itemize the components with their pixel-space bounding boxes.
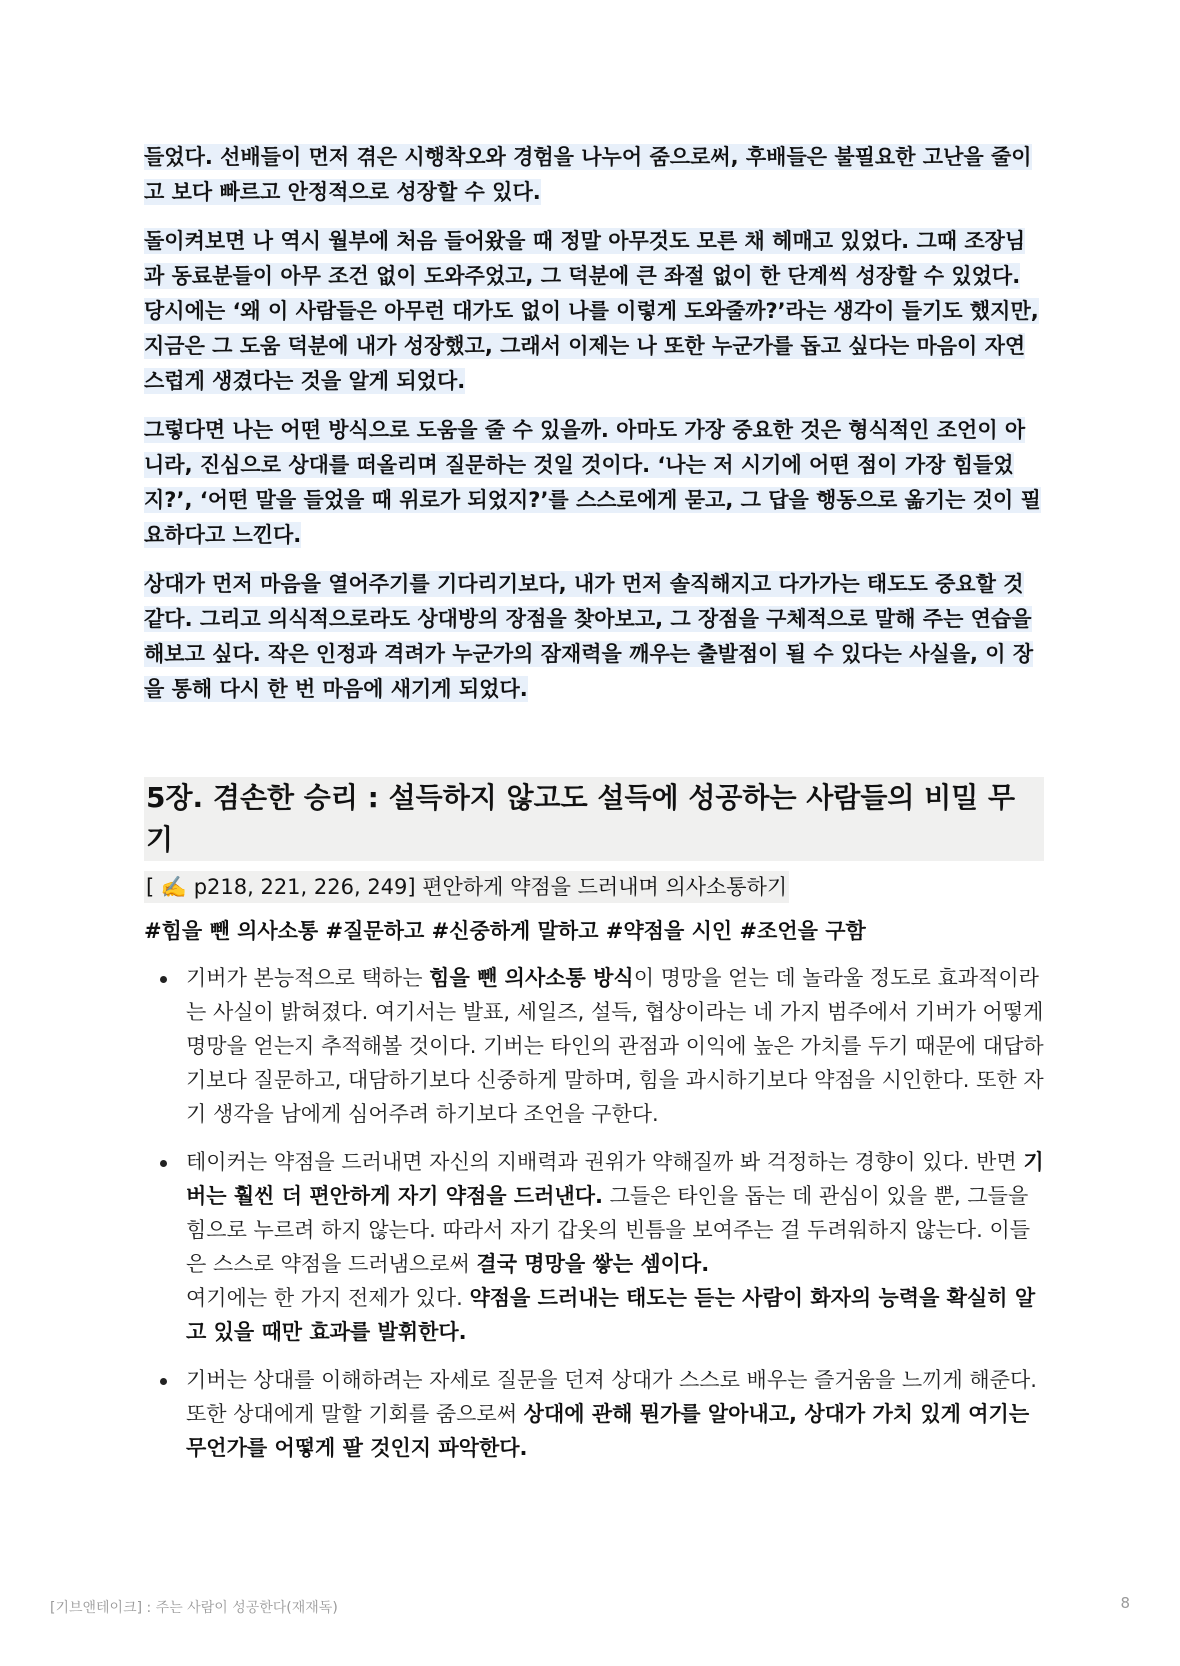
highlighted-paragraph	[144, 224, 1044, 399]
chapter-section	[144, 777, 1044, 1465]
text-run: 기버가 본능적으로 택하는	[186, 966, 430, 990]
text-run: 여기에는 한 가지 전제가 있다.	[186, 1286, 470, 1310]
highlighted-paragraph	[144, 413, 1044, 553]
list-item	[186, 961, 1044, 1131]
paragraph-text: 돌이켜보면 나 역시 월부에 처음 들어왔을 때 정말 아무것도 모른 채 헤매고 있었다. 그때 조장님과 동료분들이 아무 조건 없이 도와주었고, 그 덕분에 큰 좌절 없이 한 단계씩 성장할 수 있었다. 당시에는 ‘왜 이 사람들은 아무런 대가도 없이 나를 이렇게 도와줄까?’라는 생각이 들기도 했지만, 지금은 그 도움 덕분에 내가 성장했고, 그래서 이제는 나 또한 누군가를 돕고 싶다는 마음이 자연스럽게 생겼다는 것을 알게 되었다.	[144, 229, 1039, 393]
bold-text: 약점을 드러내는 태도는 듣는 사람이 화자의 능력을 확실히 알고 있을 때만 효과를 발휘한다.	[186, 1286, 1036, 1344]
page-number: 8	[1120, 1594, 1130, 1612]
bullet-list	[144, 961, 1044, 1465]
bold-text: 결국 명망을 쌓는 셈이다.	[476, 1252, 710, 1276]
bold-text: 상대에 관해 뭔가를 알아내고, 상대가 가치 있게 여기는 무언가를 어떻게 팔 것인지 파악한다.	[186, 1402, 1030, 1460]
text-run: 기버는 상대를 이해하려는 자세로 질문을 던져 상대가 스스로 배우는 즐거움을 느끼게 해준다. 또한 상대에게 말할 기회를 줌으로써	[186, 1368, 1037, 1426]
bold-text: 힘을 뺀 의사소통 방식	[429, 966, 634, 990]
footer-document-title: [기브앤테이크] : 주는 사람이 성공한다(재재독)	[50, 1600, 338, 1616]
text-run: 테이커는 약점을 드러내면 자신의 지배력과 권위가 약해질까 봐 걱정하는 경향이 있다. 반면	[186, 1150, 1024, 1174]
chapter-title: 5장. 겸손한 승리 : 설득하지 않고도 설득에 성공하는 사람들의 비밀 무기	[144, 777, 1044, 861]
highlighted-paragraph	[144, 140, 1044, 210]
list-item	[186, 1363, 1044, 1465]
paragraph-text: 상대가 먼저 마음을 열어주기를 기다리기보다, 내가 먼저 솔직해지고 다가가는 태도도 중요할 것 같다. 그리고 의식적으로라도 상대방의 장점을 찾아보고, 그 장점을 구체적으로 말해 주는 연습을 해보고 싶다. 작은 인정과 격려가 누군가의 잠재력을 깨우는 출발점이 될 수 있다는 사실을, 이 장을 통해 다시 한 번 마음에 새기게 되었다.	[144, 572, 1034, 701]
paragraph-text: 들었다. 선배들이 먼저 겪은 시행착오와 경험을 나누어 줌으로써, 후배들은 불필요한 고난을 줄이고 보다 빠르고 안정적으로 성장할 수 있다.	[144, 145, 1032, 204]
list-item	[186, 1145, 1044, 1349]
highlighted-paragraph	[144, 567, 1044, 707]
bold-text: 기버는 훨씬 더 편안하게 자기 약점을 드러낸다.	[186, 1150, 1044, 1208]
page-content	[144, 140, 1044, 1479]
hashtags: #힘을 뺀 의사소통 #질문하고 #신중하게 말하고 #약점을 시인 #조언을 구함	[144, 919, 866, 943]
page-reference: [ ✍️ p218, 221, 226, 249] 편안하게 약점을 드러내며 의사소통하기	[144, 871, 789, 903]
text-run: 그들은 타인을 돕는 데 관심이 있을 뿐, 그들을 힘으로 누르려 하지 않는다. 따라서 자기 갑옷의 빈틈을 보여주는 걸 두려워하지 않는다. 이들은 스스로 약점을 드러냄으로써	[186, 1184, 1031, 1276]
paragraph-text: 그렇다면 나는 어떤 방식으로 도움을 줄 수 있을까. 아마도 가장 중요한 것은 형식적인 조언이 아니라, 진심으로 상대를 떠올리며 질문하는 것일 것이다. ‘나는 저 시기에 어떤 점이 가장 힘들었지?’, ‘어떤 말을 들었을 때 위로가 되었지?’를 스스로에게 묻고, 그 답을 행동으로 옮기는 것이 필요하다고 느낀다.	[144, 418, 1041, 547]
text-run: 이 명망을 얻는 데 놀라울 정도로 효과적이라는 사실이 밝혀졌다. 여기서는 발표, 세일즈, 설득, 협상이라는 네 가지 범주에서 기버가 어떻게 명망을 얻는지 추적해볼 것이다. 기버는 타인의 관점과 이익에 높은 가치를 두기 때문에 대답하기보다 질문하고, 대담하기보다 신중하게 말하며, 힘을 과시하기보다 약점을 시인한다. 또한 자기 생각을 남에게 심어주려 하기보다 조언을 구한다.	[186, 966, 1044, 1126]
